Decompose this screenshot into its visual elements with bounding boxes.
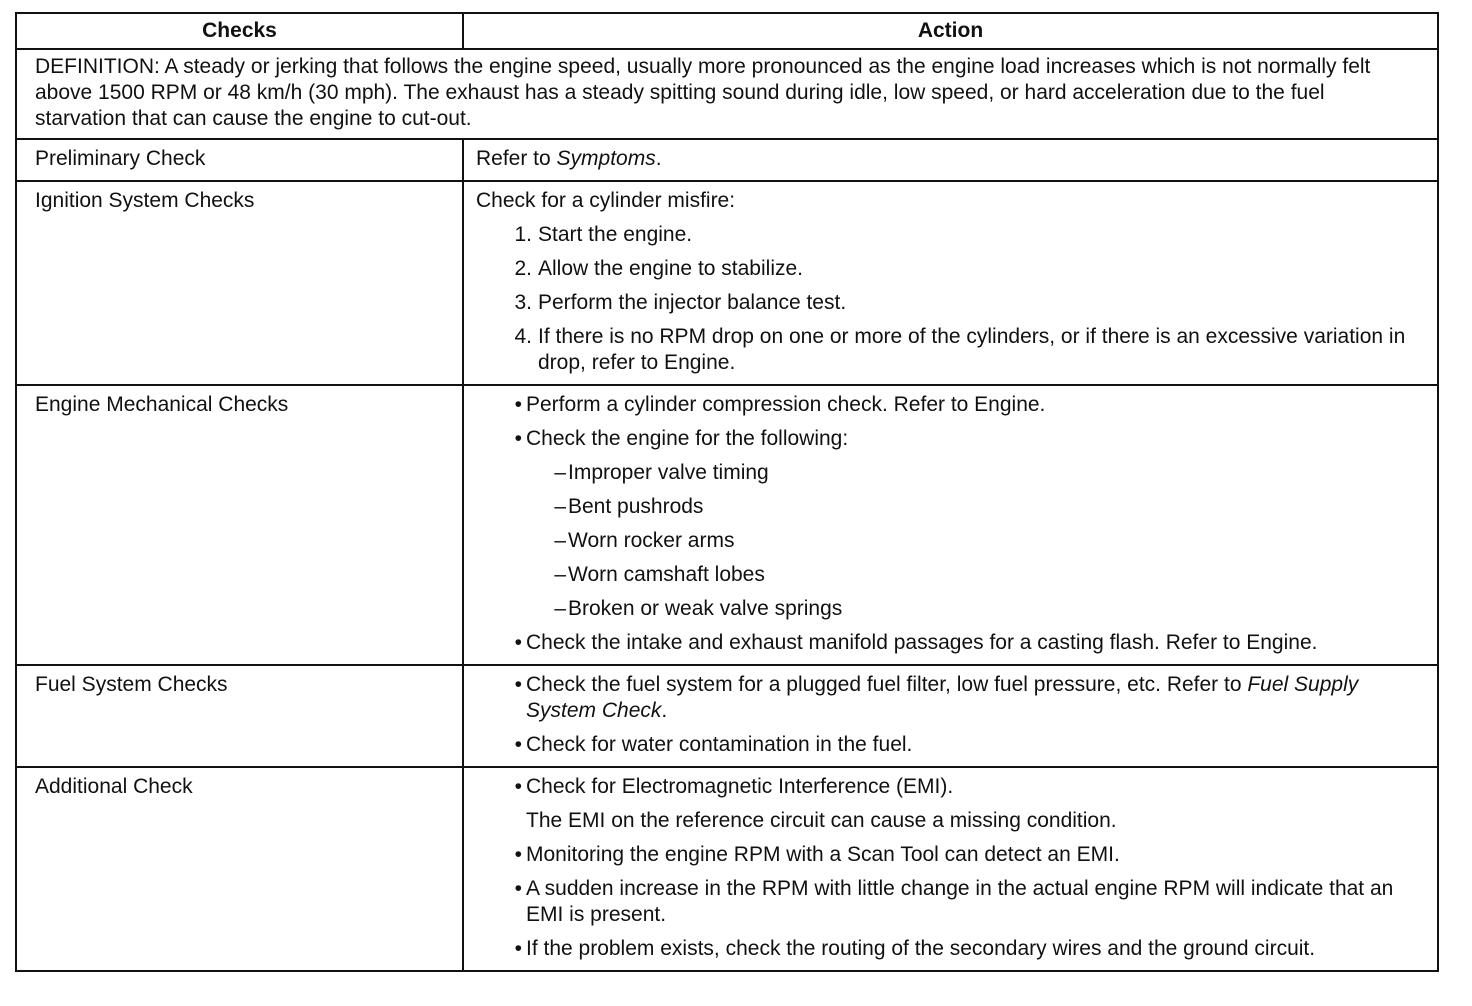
- table-row: [16, 139, 1438, 181]
- bullet-text: A sudden increase in the RPM with little change in the actual engine RPM will indicate that an EMI is present.: [526, 877, 1394, 926]
- dash-icon: –: [554, 597, 566, 620]
- row-label-ignition: Ignition System Checks: [16, 181, 463, 385]
- list-item: [476, 876, 1425, 928]
- list-item: [476, 774, 1425, 800]
- bullet-icon: •: [514, 427, 522, 450]
- dash-icon: –: [554, 461, 566, 484]
- table-row: [16, 665, 1438, 767]
- row-action-ignition: [463, 181, 1438, 385]
- bullet-icon: •: [514, 843, 522, 866]
- dash-icon: –: [554, 563, 566, 586]
- checks-action-table: [15, 12, 1439, 972]
- diagnostic-table-page: [15, 12, 1439, 972]
- fuel-refer-suffix: .: [661, 699, 668, 722]
- sub-item-text: Improper valve timing: [568, 461, 769, 484]
- list-item: [476, 324, 1425, 376]
- list-item: [476, 392, 1425, 418]
- row-action-mechanical: [463, 385, 1438, 665]
- table-row: [16, 385, 1438, 665]
- definition-text: DEFINITION: A steady or jerking that follows the engine speed, usually more pronounced as the engine load increases which is not normally felt above 1500 RPM or 48 km/h (30 mph). The exhaust has a steady spitting sound during idle, low speed, or hard acceleration due to the fuel starvation that can cause the engine to cut-out.: [16, 49, 1438, 139]
- list-item: [476, 842, 1425, 868]
- dash-icon: –: [554, 529, 566, 552]
- list-item: [476, 290, 1425, 316]
- sub-item-text: Worn camshaft lobes: [568, 563, 765, 586]
- row-action-additional: [463, 767, 1438, 971]
- bullet-text: Perform a cylinder compression check. Refer to Engine.: [526, 393, 1046, 416]
- bullet-text: Check the engine for the following:: [526, 427, 849, 450]
- step-number: 3.: [514, 291, 532, 314]
- table-header-row: [16, 13, 1438, 49]
- emi-note: The EMI on the reference circuit can cause a missing condition.: [526, 809, 1117, 832]
- dash-icon: –: [554, 495, 566, 518]
- fuel-refer-prefix: Check the fuel system for a plugged fuel filter, low fuel pressure, etc. Refer to: [526, 673, 1248, 696]
- header-checks: Checks: [16, 13, 463, 49]
- list-item: [476, 562, 1425, 588]
- bullet-text: [526, 672, 1425, 724]
- step-text: If there is no RPM drop on one or more of the cylinders, or if there is an excessive variation in drop, refer to Engine.: [538, 325, 1406, 374]
- step-text: Allow the engine to stabilize.: [538, 257, 803, 280]
- bullet-text: Monitoring the engine RPM with a Scan Tool can detect an EMI.: [526, 843, 1120, 866]
- list-item: [476, 528, 1425, 554]
- bullet-icon: •: [514, 631, 522, 654]
- bullet-text: If the problem exists, check the routing of the secondary wires and the ground circuit.: [526, 937, 1316, 960]
- fuel-supply-reference: Fuel Supply System Check: [526, 673, 1359, 722]
- row-label-preliminary: Preliminary Check: [16, 139, 463, 181]
- bullet-text: Check the intake and exhaust manifold passages for a casting flash. Refer to Engine.: [526, 631, 1318, 654]
- bullet-icon: •: [514, 937, 522, 960]
- row-action-fuel: [463, 665, 1438, 767]
- row-label-fuel: Fuel System Checks: [16, 665, 463, 767]
- table-row: [16, 181, 1438, 385]
- step-number: 4.: [514, 325, 532, 348]
- list-item: [476, 460, 1425, 486]
- list-item: [476, 936, 1425, 962]
- table-row: [16, 767, 1438, 971]
- row-label-mechanical: Engine Mechanical Checks: [16, 385, 463, 665]
- bullet-text: Check for water contamination in the fuel.: [526, 733, 913, 756]
- list-item: [476, 672, 1425, 724]
- bullet-icon: •: [514, 733, 522, 756]
- step-text: Start the engine.: [538, 223, 693, 246]
- step-text: Perform the injector balance test.: [538, 291, 847, 314]
- list-item: [476, 256, 1425, 282]
- bullet-text: Check for Electromagnetic Interference (EMI).: [526, 775, 954, 798]
- refer-suffix: .: [655, 147, 662, 170]
- bullet-icon: •: [514, 393, 522, 416]
- bullet-icon: •: [514, 877, 522, 900]
- refer-prefix: Refer to: [476, 147, 557, 170]
- step-number: 2.: [514, 257, 532, 280]
- ignition-intro: Check for a cylinder misfire:: [476, 189, 736, 212]
- list-item: [476, 732, 1425, 758]
- symptoms-reference: Symptoms: [556, 147, 656, 170]
- list-item: [476, 426, 1425, 452]
- list-item: [476, 222, 1425, 248]
- list-item: [476, 494, 1425, 520]
- row-label-additional: Additional Check: [16, 767, 463, 971]
- sub-item-text: Worn rocker arms: [568, 529, 735, 552]
- header-action: Action: [463, 13, 1438, 49]
- step-number: 1.: [514, 223, 532, 246]
- sub-item-text: Bent pushrods: [568, 495, 704, 518]
- bullet-icon: •: [514, 775, 522, 798]
- sub-item-text: Broken or weak valve springs: [568, 597, 843, 620]
- list-item: [476, 630, 1425, 656]
- bullet-icon: •: [514, 673, 522, 696]
- list-item: [476, 596, 1425, 622]
- definition-row: [16, 49, 1438, 139]
- row-action-preliminary: [463, 139, 1438, 181]
